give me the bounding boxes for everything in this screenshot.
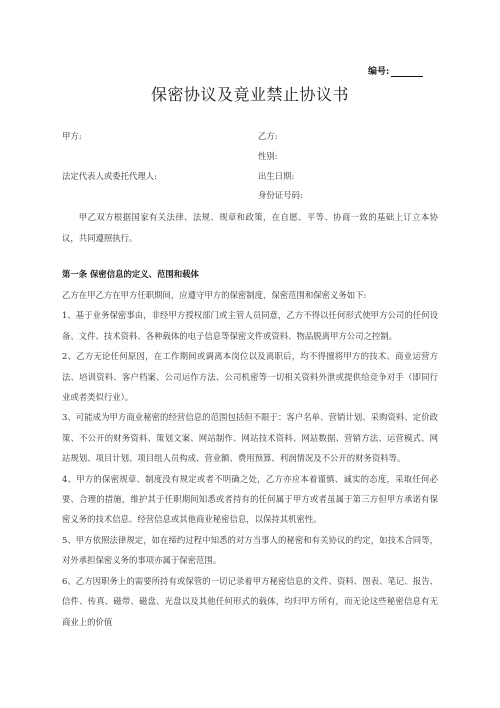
section-1-heading: 第一条 保密信息的定义、范围和载体 (62, 269, 199, 279)
document-number-label: 编号: (368, 67, 390, 77)
section-1-paragraph: 6、乙方因职务上的需要所持有或保管的一切记录着甲方秘密信息的文件、资料、图表、笔记、报告、信件、传真、磁带、磁盘、光盘以及其他任何形式的载体，均归甲方所有，而无论这些秘密信息有无商业上的价值 (62, 575, 438, 627)
party-b-label: 乙方: (258, 131, 278, 141)
birth-date-label: 出生日期: (258, 171, 295, 181)
section-1-paragraph: 1、基于业务保密事由，非经甲方授权部门或主管人员同意，乙方不得以任何形式使甲方公司的任何设备、文件、技术资料、各种载体的电子信息等保密文件或资料、物品脱离甲方公司之控制。 (62, 310, 438, 341)
party-a-label: 甲方: (62, 131, 82, 141)
section-1-paragraph: 2、乙方无论任何原因，在工作期间或调离本岗位以及离职后，均不得擅将甲方的技术、商业运营方法、培训资料、客户档案、公司运作方法、公司机密等一切相关资料外泄或提供给竞争对手（即同行业或者类似行业）。 (62, 351, 438, 403)
section-1-paragraph: 5、甲方依照法律规定，如在缔约过程中知悉的对方当事人的秘密和有关协议的约定，如技术合同等，对外承担保密义务的事项亦属于保密范围。 (62, 534, 438, 566)
gender-label: 性别: (258, 151, 278, 161)
section-1-paragraph: 3、可能成为甲方商业秘密的经营信息的范围包括但不限于：客户名单、营销计划、采购资料、定价政策、不公开的财务资料、策划文案、网站制作、网站技术资料、网站数据、营销方法、运营模式、网站规划、项目计划、项目组人员构成、营业额、费用预算、利润情况及不公开的财务资料等。 (62, 412, 438, 464)
id-number-label: 身份证号码: (258, 190, 303, 200)
document-number (368, 64, 423, 77)
legal-representative-label: 法定代表人或委托代理人: (62, 171, 157, 181)
document-number-blank[interactable] (391, 67, 423, 77)
preamble-paragraph: 甲乙双方根据国家有关法律、法规、规章和政策，在自愿、平等、协商一致的基础上订立本协议，共同遵照执行。 (62, 212, 438, 243)
section-1-body (62, 285, 438, 632)
section-1-paragraph: 乙方在甲乙方在甲方任职期间，应遵守甲方的保密制度，保密范围和保密义务如下: (62, 290, 367, 300)
section-1-paragraph: 4、甲方的保密规章、制度没有规定或者不明确之处，乙方亦应本着谨慎、诚实的态度，采取任何必要、合理的措施，维护其于任职期间知悉或者持有的任何属于甲方或者虽属于第三方但甲方承诺有保密义务的技术信息、经营信息或其他商业秘密信息，以保持其机密性。 (62, 473, 438, 525)
document-title: 保密协议及竟业禁止协议书 (150, 85, 349, 104)
